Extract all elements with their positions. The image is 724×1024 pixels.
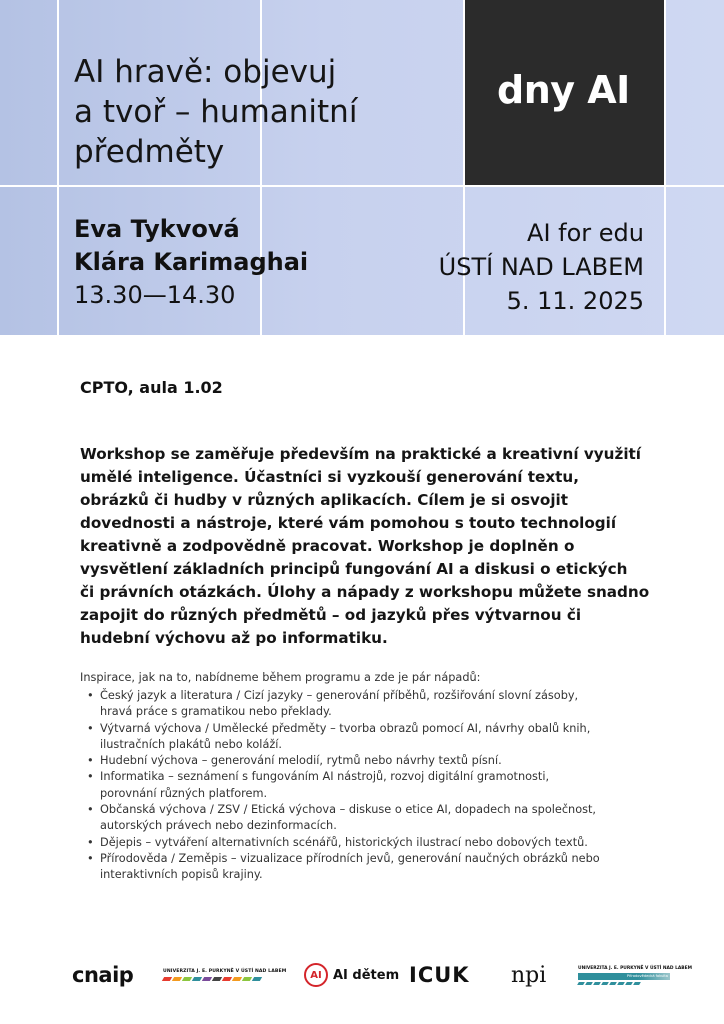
list-item-line: interaktivních popisů krajiny.	[100, 868, 263, 882]
grid-line	[0, 185, 724, 187]
event-info	[439, 216, 644, 318]
description-line: zapojit do různých předmětů – od jazyků přes výtvarnou či	[80, 606, 582, 624]
stripe	[172, 977, 182, 981]
session-time: 13.30—14.30	[74, 281, 236, 309]
ujep-prf-logo	[578, 955, 692, 995]
description-line: či právních otázkách. Úlohy a nápady z workshopu můžete snadno	[80, 583, 650, 601]
description-line: dovednosti a nástroje, které vám pomohou s touto technologií	[80, 514, 617, 532]
list-item-line: porovnání různých platforem.	[100, 786, 268, 800]
list-item-line: • Hudební výchova – generování melodií, rytmů nebo návrhy textů písní.	[100, 754, 502, 768]
title-line: AI hravě: objevuj	[74, 54, 337, 90]
ujep-logo	[163, 955, 287, 995]
list-item	[80, 802, 670, 835]
prf-bar-text: Přírodovědecká fakulta	[626, 974, 668, 978]
stripe	[577, 982, 585, 985]
description-line: Workshop se zaměřuje především na praktické a kreativní využití	[80, 445, 641, 463]
list-item-line: • Informatika – seznámení s fungováním AI nástrojů, rozvoj digitální gramotnosti,	[100, 770, 550, 784]
grid-line	[664, 0, 666, 335]
list-item	[80, 769, 670, 802]
prf-stripes	[578, 982, 642, 985]
speaker-name: Klára Karimaghai	[74, 248, 309, 276]
list-item-line: hravá práce s gramatikou nebo překlady.	[100, 705, 332, 719]
robot-face-icon: AI	[304, 963, 328, 987]
icuk-logo: ICUK	[409, 963, 470, 987]
stripe	[182, 977, 192, 981]
event-city: ÚSTÍ NAD LABEM	[438, 253, 644, 281]
description-line: obrázků či hudby v různých aplikacích. Cílem je si osvojit	[80, 491, 569, 509]
npi-logo: npi	[511, 962, 547, 988]
list-item	[80, 753, 670, 769]
stripe	[212, 977, 222, 981]
stripe	[625, 982, 633, 985]
dny-ai-logo: dny AI	[497, 68, 630, 112]
stripe	[202, 977, 212, 981]
stripe	[232, 977, 242, 981]
speaker-name: Eva Tykvová	[74, 215, 240, 243]
list-item-line: • Dějepis – vytváření alternativních scénářů, historických ilustrací nebo dobových textů.	[100, 835, 588, 849]
list-item-line: ilustračních plakátů nebo koláží.	[100, 737, 283, 751]
stripe	[162, 977, 172, 981]
list-item-line: • Výtvarná výchova / Umělecké předměty – tvorba obrazů pomocí AI, návrhy obalů knih,	[100, 721, 591, 735]
stripe	[192, 977, 202, 981]
list-item	[80, 721, 670, 754]
stripe	[252, 977, 262, 981]
ideas-list	[80, 688, 670, 884]
ai-detem-text: AI dětem	[333, 967, 400, 983]
list-item	[80, 851, 670, 884]
description-line: umělé inteligence. Účastníci si vyzkouší generování textu,	[80, 468, 579, 486]
ai-detem-logo	[304, 955, 399, 995]
cnaip-logo: cnaip	[72, 963, 134, 987]
event-name: AI for edu	[527, 219, 644, 247]
ujep-stripes	[163, 977, 263, 981]
stripe	[222, 977, 232, 981]
list-item	[80, 688, 670, 721]
prf-bar	[578, 973, 670, 980]
list-item-line: • Přírodověda / Zeměpis – vizualizace přírodních jevů, generování naučných obrázků nebo	[100, 851, 600, 865]
ujep-logo-text: UNIVERZITA J. E. PURKYNĚ V ÚSTÍ NAD LABEM	[163, 969, 287, 974]
venue: CPTO, aula 1.02	[80, 378, 223, 397]
stripe	[633, 982, 641, 985]
title-line: a tvoř – humanitní	[74, 94, 358, 130]
list-item-line: • Občanská výchova / ZSV / Etická výchova – diskuse o etice AI, dopadech na společnost,	[100, 803, 597, 817]
speakers-block	[74, 213, 308, 312]
stripe	[585, 982, 593, 985]
title-line: předměty	[74, 134, 225, 170]
stripe	[617, 982, 625, 985]
list-item-line: autorských právech nebo dezinformacích.	[100, 819, 337, 833]
stripe	[601, 982, 609, 985]
stripe	[593, 982, 601, 985]
workshop-description	[80, 443, 670, 650]
header-banner	[0, 0, 724, 335]
workshop-title	[74, 52, 454, 172]
stripe	[242, 977, 252, 981]
partner-logos	[0, 955, 724, 995]
prf-logo-text: UNIVERZITA J. E. PURKYNĚ V ÚSTÍ NAD LABEM	[578, 965, 692, 971]
description-line: hudební výchovu až po informatiku.	[80, 629, 388, 647]
list-item-line: • Český jazyk a literatura / Cizí jazyky – generování příběhů, rozšiřování slovní zásoby,	[100, 689, 579, 702]
list-item	[80, 835, 670, 851]
event-date: 5. 11. 2025	[506, 287, 644, 315]
description-line: kreativně a zodpovědně pracovat. Workshop je doplněn o	[80, 537, 575, 555]
stripe	[609, 982, 617, 985]
description-line: vysvětlení základních principů fungování AI a diskusi o etických	[80, 560, 628, 578]
grid-line	[57, 0, 59, 335]
ideas-intro: Inspirace, jak na to, nabídneme během programu a zde je pár nápadů:	[80, 671, 481, 684]
